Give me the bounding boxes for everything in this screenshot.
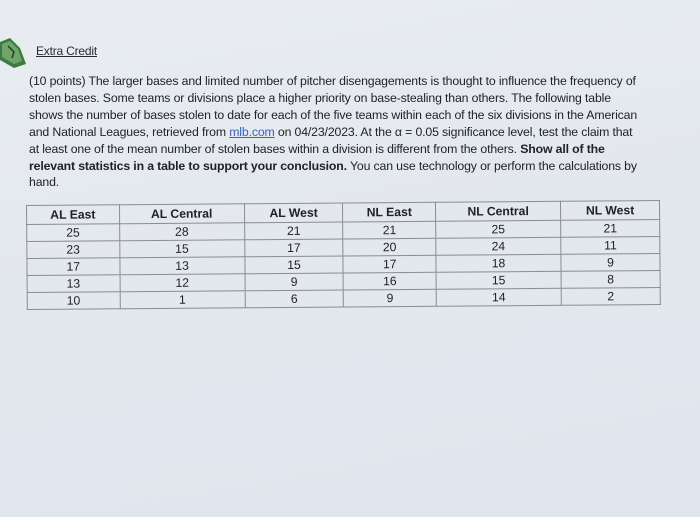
table-cell: 17 xyxy=(244,239,343,257)
table-cell: 1 xyxy=(120,291,245,309)
table-cell: 16 xyxy=(344,272,437,290)
table-cell: 14 xyxy=(436,288,561,306)
table-cell: 9 xyxy=(344,289,437,307)
table-cell: 9 xyxy=(245,273,344,291)
table-cell: 15 xyxy=(436,271,561,289)
table-cell: 15 xyxy=(119,240,244,258)
column-header: NL West xyxy=(561,201,660,221)
table-cell: 18 xyxy=(436,254,561,272)
question-text-part1: (10 points) The larger bases and limited number of pitcher disengagements is thought to influence the frequency of stolen bases. Some teams or divisions place a higher priority on base-stealing than others. The following table shows the number of bases stolen to date for each of the five teams within each of the six divisions in the American and National Leagues, retrieved from xyxy=(29,74,638,139)
table-cell: 6 xyxy=(245,290,344,308)
question-text-part2: on 04/23/2023. At the α = 0.05 significance level, test the claim that at least one of the mean number of stolen bases within a division is different from the others. xyxy=(29,124,633,156)
table-cell: 11 xyxy=(561,237,660,255)
table-cell: 12 xyxy=(120,274,245,292)
table-cell: 21 xyxy=(244,222,343,240)
table-cell: 21 xyxy=(561,220,660,238)
table-cell: 20 xyxy=(343,238,436,256)
table-cell: 9 xyxy=(561,254,660,272)
table-cell: 25 xyxy=(436,220,561,238)
table-row xyxy=(27,288,660,310)
table-cell: 28 xyxy=(119,223,244,241)
question-text xyxy=(29,73,639,191)
table-cell: 13 xyxy=(119,257,244,275)
table-cell: 17 xyxy=(27,258,120,276)
column-header: AL West xyxy=(244,203,343,223)
column-header: AL East xyxy=(27,205,120,225)
question-text-part3: You can use technology or perform the calculations by hand. xyxy=(29,158,637,190)
stolen-bases-table xyxy=(26,200,661,310)
question-bold-instruction: Show all of the relevant statistics in a table to support your conclusion. xyxy=(29,141,605,173)
column-header: NL Central xyxy=(435,201,560,221)
table-cell: 17 xyxy=(343,255,436,273)
table-cell: 15 xyxy=(245,256,344,274)
table-cell: 23 xyxy=(27,241,120,259)
table-cell: 2 xyxy=(561,288,660,306)
column-header: NL East xyxy=(343,202,436,222)
mlb-link[interactable]: mlb.com xyxy=(229,124,275,139)
table-cell: 8 xyxy=(561,271,660,289)
extra-credit-heading: Extra Credit xyxy=(36,44,97,58)
table-cell: 25 xyxy=(27,224,120,242)
table-cell: 13 xyxy=(27,275,120,293)
table-cell: 24 xyxy=(436,237,561,255)
table-cell: 10 xyxy=(27,292,120,310)
table-cell: 21 xyxy=(343,221,436,239)
column-header: AL Central xyxy=(119,204,244,224)
corner-tab-icon xyxy=(0,38,32,68)
